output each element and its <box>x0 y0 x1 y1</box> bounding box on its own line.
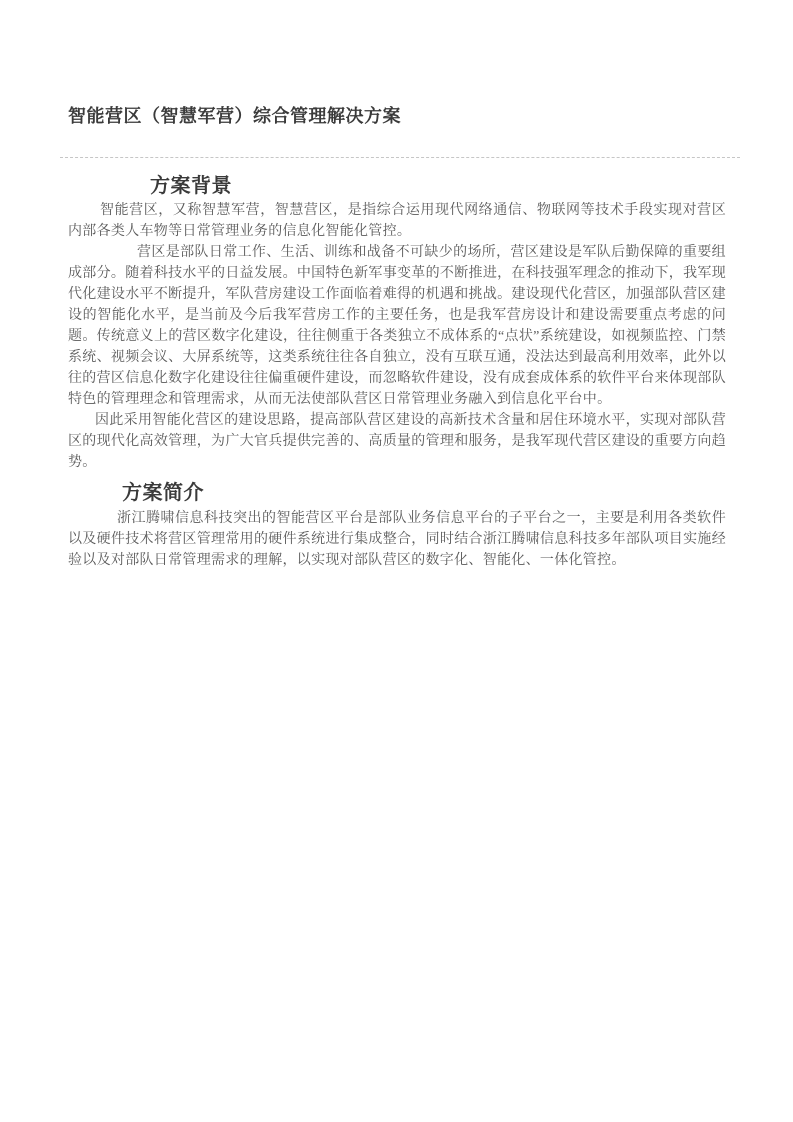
intro-paragraph-1: 浙江腾啸信息科技突出的智能营区平台是部队业务信息平台的子平台之一，主要是利用各类软件以及硬件技术将营区管理常用的硬件系统进行集成整合，同时结合浙江腾啸信息科技多年部队项目实施经验以及对部队日常管理需求的理解，以实现对部队营区的数字化、智能化、一体化管控。 <box>68 511 726 568</box>
document-title: 智能营区（智慧军营）综合管理解决方案 <box>68 106 401 126</box>
background-paragraph-1: 智能营区，又称智慧军营，智慧营区，是指综合运用现代网络通信、物联网等技术手段实现对营区内部各类人车物等日常管理业务的信息化智能化管控。 <box>68 203 726 239</box>
section-intro-heading: 方案简介 <box>122 482 204 504</box>
background-paragraph-2: 营区是部队日常工作、生活、训练和战备不可缺少的场所，营区建设是军队后勤保障的重要组成部分。随着科技水平的日益发展。中国特色新军事变革的不断推进，在科技强军理念的推动下，我军现代化建设水平不断提升，军队营房建设工作面临着难得的机遇和挑战。建设现代化营区，加强部队营区建设的智能化水平，是当前及今后我军营房工作的主要任务，也是我军营房设计和建设需要重点考虑的问题。传统意义上的营区数字化建设，往往侧重于各类独立不成体系的“点状”系统建设，如视频监控、门禁系统、视频会议、大屏系统等，这类系统往往各自独立，没有互联互通，没法达到最高利用效率，此外以往的营区信息化数字化建设往往偏重硬件建设，而忽略软件建设，没有成套成体系的软件平台来体现部队特色的管理理念和管理需求，从而无法使部队营区日常管理业务融入到信息化平台中。 <box>68 245 726 407</box>
dashed-divider <box>60 157 740 158</box>
section-background-heading: 方案背景 <box>150 175 232 197</box>
section-intro <box>68 481 726 571</box>
section-background <box>68 174 726 473</box>
background-paragraph-3: 因此采用智能化营区的建设思路，提高部队营区建设的高新技术含量和居住环境水平，实现对部队营区的现代化高效管理，为广大官兵提供完善的、高质量的管理和服务，是我军现代营区建设的重要方向趋势。 <box>68 413 726 470</box>
